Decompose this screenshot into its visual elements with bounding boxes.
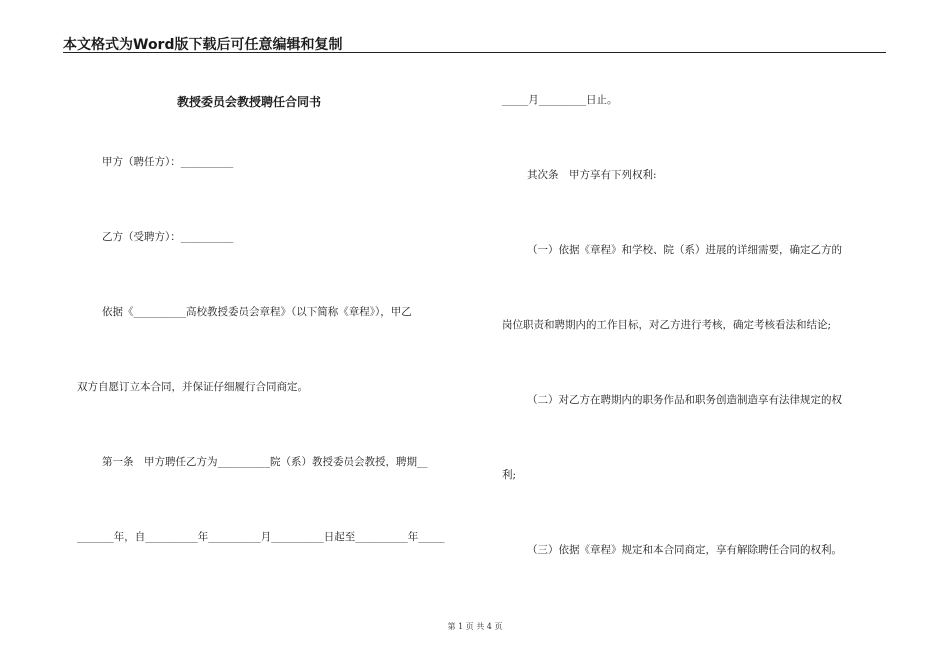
document-title: 教授委员会教授聘任合同书 xyxy=(177,95,322,109)
party-b-line: 乙方（受聘方）：__________ xyxy=(102,231,234,243)
right-2-line-2: 利; xyxy=(502,469,517,481)
page-header xyxy=(63,30,886,53)
basis-line-2: 双方自愿订立本合同，并保证仔细履行合同商定。 xyxy=(77,381,308,393)
right-2-line-1: （二）对乙方在聘期内的职务作品和职务创造制造享有法律规定的权 xyxy=(527,394,842,406)
article-1-line-1: 第一条 甲方聘任乙方为__________院（系）教授委员会教授，聘期__ xyxy=(102,456,428,468)
article-2-heading: 其次条 甲方享有下列权利: xyxy=(527,169,657,181)
right-1-line-1: （一）依据《章程》和学校、院（系）进展的详细需要，确定乙方的 xyxy=(527,244,842,256)
right-1-line-2: 岗位职责和聘期内的工作目标，对乙方进行考核，确定考核看法和结论; xyxy=(502,319,832,331)
article-1-line-2: _______年，自__________年__________月__________日起至__________年_____ xyxy=(77,531,445,543)
term-end-line: _____月_________日止。 xyxy=(502,94,618,106)
party-a-line: 甲方（聘任方）：__________ xyxy=(102,156,234,168)
page-footer: 第 1 页 共 4 页 xyxy=(447,622,503,631)
header-text: 本文格式为Word版下载后可任意编辑和复制 xyxy=(63,37,343,53)
basis-line-1: 依据《__________高校教授委员会章程》（以下简称《章程》），甲乙 xyxy=(102,306,412,318)
right-3-line: （三）依据《章程》规定和本合同商定，享有解除聘任合同的权利。 xyxy=(527,544,842,556)
